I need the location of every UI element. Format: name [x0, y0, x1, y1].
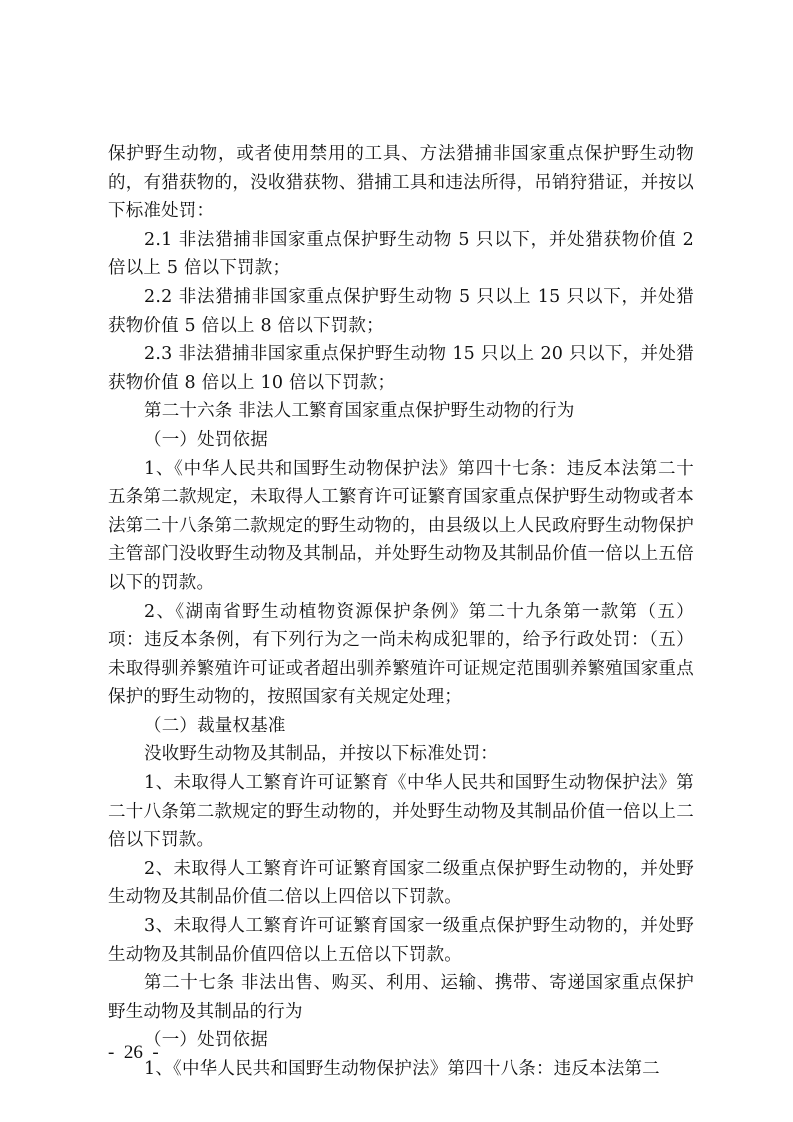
- document-body: [108, 140, 694, 1084]
- paragraph-16: 1、《中华人民共和国野生动物保护法》第四十八条：违反本法第二: [144, 1059, 660, 1079]
- article-26-heading: 第二十六条 非法人工繁育国家重点保护野生动物的行为: [144, 401, 575, 422]
- section-heading-penalty-basis-2: （一）处罚依据: [144, 1030, 268, 1051]
- section-heading-discretion-standard: （二）裁量权基准: [144, 715, 286, 736]
- paragraph-4: 2.3 非法猎捕非国家重点保护野生动物 15 只以上 20 只以下，并处猎获物价值 8 倍以上 10 倍以下罚款；: [108, 344, 694, 393]
- article-27-heading: 第二十七条 非法出售、购买、利用、运输、携带、寄递国家重点保护野生动物及其制品的行为: [108, 973, 694, 1022]
- paragraph-7: 1、《中华人民共和国野生动物保护法》第四十七条：违反本法第二十五条第二款规定，未取得人工繁育许可证繁育国家重点保护野生动物或者本法第二十八条第二款规定的野生动物的，由县级以上人民政府野生动物保护主管部门没收野生动物及其制品，并处野生动物及其制品价值一倍以上五倍以下的罚款。: [108, 458, 694, 593]
- paragraph-2: 2.1 非法猎捕非国家重点保护野生动物 5 只以下，并处猎获物价值 2 倍以上 5 倍以下罚款；: [108, 229, 694, 279]
- paragraph-12: 2、未取得人工繁育许可证繁育国家二级重点保护野生动物的，并处野生动物及其制品价值二倍以上四倍以下罚款。: [108, 858, 694, 908]
- paragraph-11: 1、未取得人工繁育许可证繁育《中华人民共和国野生动物保护法》第二十八条第二款规定的野生动物的，并处野生动物及其制品价值一倍以上二倍以下罚款。: [108, 773, 694, 851]
- page-number: - 26 -: [108, 1042, 159, 1063]
- paragraph-13: 3、未取得人工繁育许可证繁育国家一级重点保护野生动物的，并处野生动物及其制品价值四倍以上五倍以下罚款。: [108, 916, 694, 965]
- section-heading-penalty-basis: （一）处罚依据: [144, 429, 268, 450]
- paragraph-1: 保护野生动物，或者使用禁用的工具、方法猎捕非国家重点保护野生动物的，有猎获物的，没收猎获物、猎捕工具和违法所得，吊销狩猎证，并按以下标准处罚：: [108, 144, 694, 222]
- paragraph-3: 2.2 非法猎捕非国家重点保护野生动物 5 只以上 15 只以下，并处猎获物价值 5 倍以上 8 倍以下罚款；: [108, 286, 694, 336]
- paragraph-8: 2、《湖南省野生动植物资源保护条例》第二十九条第一款第（五）项：违反本条例，有下列行为之一尚未构成犯罪的，给予行政处罚：（五）未取得驯养繁殖许可证或者超出驯养繁殖许可证规定范围驯养繁殖国家重点保护的野生动物的，按照国家有关规定处理；: [108, 601, 694, 708]
- paragraph-10: 没收野生动物及其制品，并按以下标准处罚：: [144, 744, 498, 765]
